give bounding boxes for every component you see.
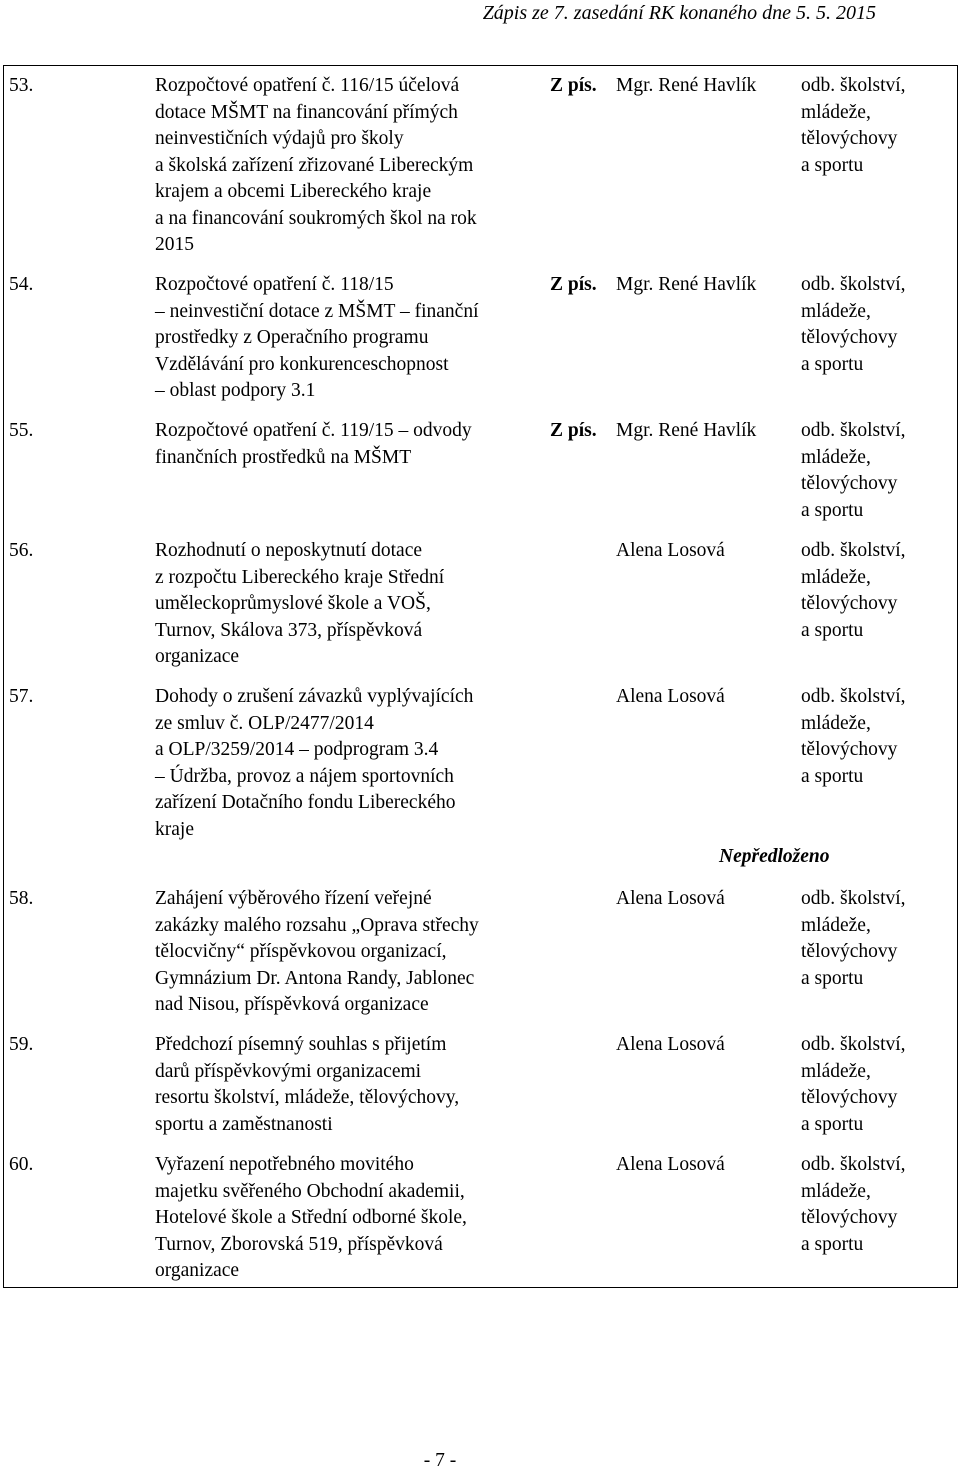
department-line: tělovýchovy <box>801 128 898 149</box>
item-title-line: tělocvičny“ příspěvkovou organizací, <box>155 941 447 962</box>
department-line: mládeže, <box>801 1060 871 1082</box>
responsible-person: Mgr. René Havlík <box>616 274 757 295</box>
item-title <box>155 1032 545 1138</box>
item-title-line: a na financování soukromých škol na rok <box>155 207 477 229</box>
item-title-line: Rozpočtové opatření č. 119/15 – odvody <box>155 420 472 441</box>
item-title <box>155 886 545 1019</box>
department-line: tělovýchovy <box>801 739 898 760</box>
department-line: odb. školství, <box>801 1034 906 1055</box>
department-line: a sportu <box>801 499 864 521</box>
item-title-line: nad Nisou, příspěvková organizace <box>155 994 429 1015</box>
department-line: odb. školství, <box>801 274 906 295</box>
department-line: mládeže, <box>801 1180 871 1202</box>
item-title-line: kraje <box>155 818 194 840</box>
item-title-line: – Údržba, provoz a nájem sportovních <box>155 765 454 787</box>
department-line: tělovýchovy <box>801 1207 898 1228</box>
item-title-line: Rozpočtové opatření č. 116/15 účelová <box>155 75 460 96</box>
responsible-person: Mgr. René Havlík <box>616 420 757 441</box>
item-title-line: krajem a obcemi Libereckého kraje <box>155 181 432 202</box>
item-title-line: prostředky z Operačního programu <box>155 327 429 348</box>
item-title <box>155 538 545 671</box>
department <box>801 1152 906 1258</box>
department-line: a sportu <box>801 765 864 787</box>
status-note: Nepředloženo <box>719 846 830 867</box>
page-number: - 7 - <box>423 1450 457 1471</box>
report-type: Z pís. <box>550 420 597 441</box>
department-line: a sportu <box>801 967 864 989</box>
item-title <box>155 272 545 405</box>
item-title <box>155 418 545 471</box>
item-number: 55. <box>9 420 34 441</box>
department-line: tělovýchovy <box>801 593 898 614</box>
item-title-line: 2015 <box>155 234 194 255</box>
item-title-line: finančních prostředků na MŠMT <box>155 446 412 468</box>
item-title-line: resortu školství, mládeže, tělovýchovy, <box>155 1087 460 1108</box>
department-line: a sportu <box>801 154 864 176</box>
department <box>801 73 906 179</box>
department-line: odb. školství, <box>801 540 906 561</box>
item-title-line: Vzdělávání pro konkurenceschopnost <box>155 353 449 375</box>
item-title-line: organizace <box>155 1260 240 1281</box>
item-title-line: a OLP/3259/2014 – podprogram 3.4 <box>155 739 439 760</box>
item-number: 54. <box>9 274 34 295</box>
item-title-line: zakázky malého rozsahu „Oprava střechy <box>155 914 479 936</box>
department-line: mládeže, <box>801 300 871 322</box>
department-line: mládeže, <box>801 712 871 734</box>
item-number: 59. <box>9 1034 34 1055</box>
item-title-line: Gymnázium Dr. Antona Randy, Jablonec <box>155 967 475 989</box>
department <box>801 684 906 790</box>
item-title-line: Předchozí písemný souhlas s přijetím <box>155 1034 447 1055</box>
item-title-line: Hotelové škole a Střední odborné škole, <box>155 1207 467 1228</box>
item-title-line: sportu a zaměstnanosti <box>155 1113 333 1135</box>
department-line: odb. školství, <box>801 888 906 909</box>
item-title-line: Vyřazení nepotřebného movitého <box>155 1154 414 1175</box>
report-type: Z pís. <box>550 75 597 96</box>
responsible-person: Alena Losová <box>616 888 725 909</box>
department <box>801 272 906 378</box>
page-header: Zápis ze 7. zasedání RK konaného dne 5. 5. 2015 <box>482 2 876 24</box>
department-line: tělovýchovy <box>801 473 898 494</box>
department-line: mládeže, <box>801 446 871 468</box>
item-title-line: ze smluv č. OLP/2477/2014 <box>155 712 374 734</box>
item-number: 60. <box>9 1154 34 1175</box>
department-line: odb. školství, <box>801 75 906 96</box>
item-title-line: uměleckoprůmyslové škole a VOŠ, <box>155 593 431 614</box>
item-title-line: – oblast podpory 3.1 <box>155 380 316 401</box>
item-number: 56. <box>9 540 34 561</box>
department-line: odb. školství, <box>801 1154 906 1175</box>
report-type: Z pís. <box>550 274 597 295</box>
item-title-line: Rozpočtové opatření č. 118/15 <box>155 274 394 295</box>
item-title-line: Rozhodnutí o neposkytnutí dotace <box>155 540 423 561</box>
department-line: a sportu <box>801 619 864 641</box>
department-line: tělovýchovy <box>801 1087 898 1108</box>
item-number: 57. <box>9 686 34 707</box>
department <box>801 886 906 992</box>
responsible-person: Alena Losová <box>616 1154 725 1175</box>
department-line: a sportu <box>801 353 864 375</box>
department-line: mládeže, <box>801 566 871 588</box>
item-title-line: darů příspěvkovými organizacemi <box>155 1060 422 1082</box>
department-line: odb. školství, <box>801 686 906 707</box>
item-title <box>155 1152 545 1285</box>
responsible-person: Alena Losová <box>616 540 725 561</box>
item-title <box>155 684 545 843</box>
item-number: 58. <box>9 888 34 909</box>
item-title-line: organizace <box>155 646 240 667</box>
item-title-line: Zahájení výběrového řízení veřejné <box>155 888 432 909</box>
department-line: a sportu <box>801 1113 864 1135</box>
item-title-line: neinvestičních výdajů pro školy <box>155 128 404 149</box>
item-title <box>155 73 545 259</box>
department-line: mládeže, <box>801 101 871 123</box>
department <box>801 1032 906 1138</box>
responsible-person: Alena Losová <box>616 1034 725 1055</box>
item-title-line: Dohody o zrušení závazků vyplývajících <box>155 686 474 707</box>
department-line: tělovýchovy <box>801 941 898 962</box>
item-title-line: majetku svěřeného Obchodní akademii, <box>155 1180 465 1202</box>
item-title-line: – neinvestiční dotace z MŠMT – finanční <box>155 300 479 322</box>
responsible-person: Alena Losová <box>616 686 725 707</box>
department <box>801 418 906 524</box>
item-title-line: Turnov, Zborovská 519, příspěvková <box>155 1233 443 1255</box>
item-title-line: a školská zařízení zřizované Libereckým <box>155 154 474 176</box>
department-line: odb. školství, <box>801 420 906 441</box>
item-title-line: z rozpočtu Libereckého kraje Střední <box>155 566 445 588</box>
department-line: tělovýchovy <box>801 327 898 348</box>
department-line: mládeže, <box>801 914 871 936</box>
item-title-line: zařízení Dotačního fondu Libereckého <box>155 792 456 813</box>
responsible-person: Mgr. René Havlík <box>616 75 757 96</box>
department-line: a sportu <box>801 1233 864 1255</box>
item-number: 53. <box>9 75 34 96</box>
department <box>801 538 906 644</box>
item-title-line: dotace MŠMT na financování přímých <box>155 101 458 123</box>
item-title-line: Turnov, Skálova 373, příspěvková <box>155 619 423 641</box>
